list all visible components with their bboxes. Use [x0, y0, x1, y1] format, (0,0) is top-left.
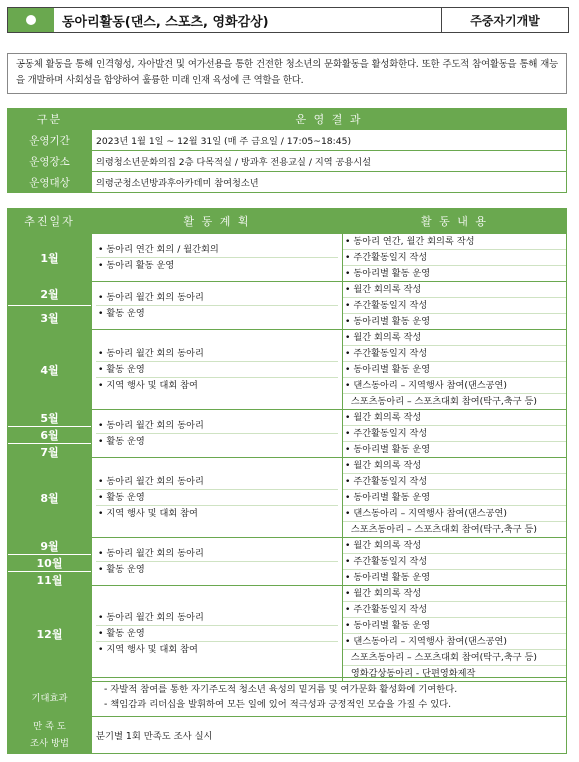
plan-item: • 지역 행사 및 대회 참여 [98, 380, 198, 391]
effects-content [92, 678, 567, 717]
overview-label: 운영장소 [8, 151, 92, 172]
month-label: 10월 [8, 555, 91, 572]
plan-item: • 활동 운영 [98, 436, 145, 447]
activity-result-cell [343, 458, 567, 538]
section-title: 동아리활동(댄스, 스포츠, 영화감상) [62, 14, 269, 30]
activity-result-cell [343, 234, 567, 282]
effects-item: - 책임감과 리더십을 발휘하여 모든 일에 있어 적극성과 긍정적인 모습을 가질 수 있다. [104, 699, 452, 710]
activity-plan-cell [92, 458, 343, 538]
month-label: 7월 [40, 446, 59, 459]
overview-value: 의령군청소년방과후아카데미 참여청소년 [92, 172, 567, 193]
plan-item: • 동아리 연간 회의 / 월간회의 [96, 242, 338, 258]
result-item: • 월간 회의록 작성 [343, 586, 566, 602]
result-item: • 주간활동일지 작성 [343, 346, 566, 362]
result-item: • 주간활동일지 작성 [343, 602, 566, 618]
activity-plan-cell [92, 234, 343, 282]
effects-table [7, 677, 567, 754]
activity-result-cell [343, 538, 567, 586]
intro-text: 공동체 활동을 통해 인격형성, 자아발견 및 여가선용을 통한 건전한 청소년의 문화활동을 활성화한다. 또한 주도적 참여활동을 통해 재능을 개발하며 사회성을 함양하여 훌륭한 미래 인재 육성에 큰 역할을 한다. [7, 53, 567, 94]
activity-row [8, 234, 567, 282]
result-item: • 주간활동일지 작성 [343, 250, 566, 266]
result-item: 스포츠동아리 – 스포츠대회 참여(탁구,축구 등) [343, 650, 566, 666]
result-item: • 월간 회의록 작성 [343, 410, 566, 426]
activity-rows [8, 234, 567, 682]
result-item: • 동아리별 활동 운영 [345, 316, 431, 327]
overview-head-right: 운 영 결 과 [92, 109, 567, 130]
plan-item: • 동아리 월간 회의 동아리 [96, 610, 338, 626]
overview-value: 의령청소년문화의집 2층 다목적실 / 방과후 전용교실 / 지역 공용시설 [92, 151, 567, 172]
result-item: • 주간활동일지 작성 [343, 426, 566, 442]
result-item: 스포츠동아리 – 스포츠대회 참여(탁구,축구 등) [345, 396, 537, 407]
activity-table [7, 208, 567, 682]
result-item: • 월간 회의록 작성 [343, 282, 566, 298]
month-label: 11월 [36, 574, 63, 587]
activity-month-cell [8, 586, 92, 682]
activity-month-cell [8, 234, 92, 282]
effects-label: 기대효과 [8, 678, 92, 717]
activity-result-cell [343, 410, 567, 458]
month-label: 8월 [40, 491, 59, 505]
activity-month-cell [8, 410, 92, 458]
overview-value: 2023년 1월 1일 ~ 12월 31일 (매 주 금요일 / 17:05~18:45) [92, 130, 567, 151]
survey-label-line: 만 족 도 [33, 721, 66, 732]
plan-item: • 동아리 월간 회의 동아리 [96, 290, 338, 306]
result-item: • 동아리별 활동 운영 [345, 268, 431, 279]
overview-label: 운영기간 [8, 130, 92, 151]
month-label: 9월 [8, 538, 91, 555]
activity-row [8, 282, 567, 330]
month-label: 12월 [36, 627, 63, 641]
activity-row [8, 410, 567, 458]
result-item: • 주간활동일지 작성 [343, 474, 566, 490]
month-label: 2월 [8, 282, 91, 306]
result-item: • 댄스동아리 – 지역행사 참여(댄스공연) [343, 506, 566, 522]
survey-label-line: 조사 방법 [30, 738, 69, 749]
plan-item: • 동아리 활동 운영 [98, 260, 175, 271]
circle-bullet-icon [26, 15, 36, 25]
plan-item: • 동아리 월간 회의 동아리 [96, 474, 338, 490]
result-item: • 댄스동아리 – 지역행사 참여(댄스공연) [343, 378, 566, 394]
activity-plan-cell [92, 330, 343, 410]
result-item: • 동아리별 활동 운영 [343, 362, 566, 378]
section-tag: 주중자기개발 [470, 13, 540, 28]
overview-table [7, 108, 567, 193]
result-item: • 월간 회의록 작성 [343, 458, 566, 474]
overview-head-left: 구분 [8, 109, 92, 130]
activity-row [8, 538, 567, 586]
activity-result-cell [343, 586, 567, 682]
activity-month-cell [8, 458, 92, 538]
result-item: 스포츠동아리 – 스포츠대회 참여(탁구,축구 등) [345, 524, 537, 535]
plan-item: • 동아리 월간 회의 동아리 [96, 346, 338, 362]
section-header [7, 7, 569, 33]
survey-label [8, 717, 92, 754]
activity-plan-cell [92, 538, 343, 586]
plan-item: • 지역 행사 및 대회 참여 [98, 508, 198, 519]
effects-item: - 자발적 참여를 통한 자기주도적 청소년 육성의 밑거름 및 여가문화 활성화에 기여한다. [104, 684, 458, 695]
plan-item: • 활동 운영 [96, 362, 338, 378]
activity-head-result: 활 동 내 용 [343, 209, 567, 234]
activity-row [8, 458, 567, 538]
activity-month-cell [8, 538, 92, 586]
plan-item: • 활동 운영 [98, 308, 145, 319]
plan-item: • 활동 운영 [98, 564, 145, 575]
result-item: • 동아리별 활동 운영 [345, 572, 431, 583]
result-item: • 동아리별 활동 운영 [343, 618, 566, 634]
activity-result-cell [343, 330, 567, 410]
result-item: • 댄스동아리 – 지역행사 참여(댄스공연) [343, 634, 566, 650]
survey-value: 분기별 1회 만족도 조사 실시 [92, 717, 567, 754]
result-item: • 동아리 연간, 월간 회의록 작성 [343, 234, 566, 250]
activity-row [8, 586, 567, 682]
bullet-badge [8, 8, 54, 32]
month-label: 4월 [40, 363, 59, 377]
result-item: • 월간 회의록 작성 [343, 330, 566, 346]
overview-label: 운영대상 [8, 172, 92, 193]
section-title-box [8, 8, 442, 32]
month-label: 6월 [8, 427, 91, 444]
activity-head-date: 추진일자 [8, 209, 92, 234]
result-item: • 동아리별 활동 운영 [345, 444, 431, 455]
result-item: 영화감상동아리 - 단편영화제작 [345, 668, 476, 679]
plan-item: • 활동 운영 [96, 626, 338, 642]
plan-item: • 동아리 월간 회의 동아리 [96, 546, 338, 562]
activity-month-cell [8, 282, 92, 330]
activity-plan-cell [92, 282, 343, 330]
activity-month-cell [8, 330, 92, 410]
activity-head-plan: 활 동 계 획 [92, 209, 343, 234]
plan-item: • 지역 행사 및 대회 참여 [98, 644, 198, 655]
month-label: 1월 [40, 251, 59, 265]
month-label: 5월 [8, 410, 91, 427]
activity-plan-cell [92, 410, 343, 458]
activity-row [8, 330, 567, 410]
plan-item: • 활동 운영 [96, 490, 338, 506]
result-item: • 주간활동일지 작성 [343, 554, 566, 570]
result-item: • 월간 회의록 작성 [343, 538, 566, 554]
activity-result-cell [343, 282, 567, 330]
result-item: • 주간활동일지 작성 [343, 298, 566, 314]
plan-item: • 동아리 월간 회의 동아리 [96, 418, 338, 434]
result-item: • 동아리별 활동 운영 [343, 490, 566, 506]
activity-plan-cell [92, 586, 343, 682]
month-label: 3월 [40, 311, 59, 325]
